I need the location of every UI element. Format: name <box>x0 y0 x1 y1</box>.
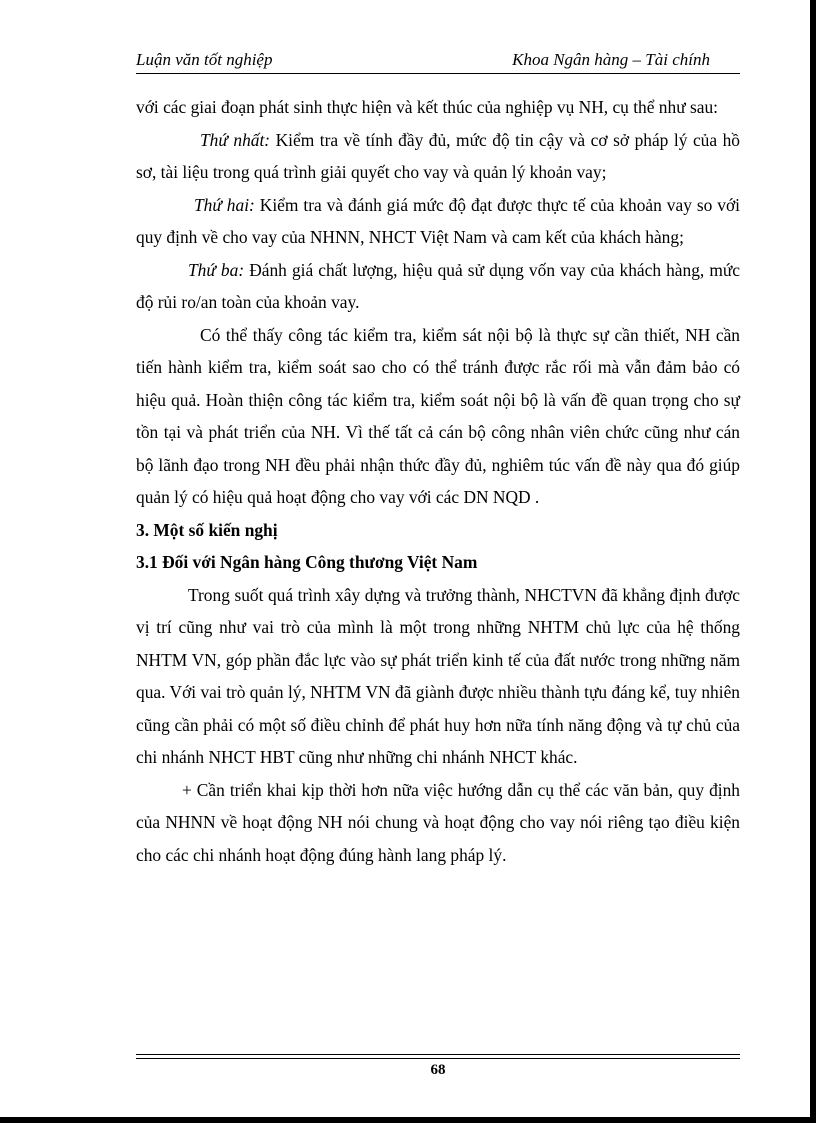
page-header <box>136 48 740 74</box>
header-rule <box>136 73 740 74</box>
paragraph-third-item <box>136 254 740 319</box>
page-number: 68 <box>430 1062 446 1078</box>
item-text-first: Kiểm tra về tính đầy đủ, mức độ tin cậy và cơ sở pháp lý của hồ sơ, tài liệu trong quá trình giải quyết cho vay và quản lý khoản vay; <box>136 129 740 182</box>
paragraph-recommendation: + Cần triển khai kịp thời hơn nữa việc hướng dẫn cụ thể các văn bản, quy định của NHNN về hoạt động NH nói chung và hoạt động cho vay nói riêng tạo điều kiện cho các chi nhánh hoạt động đúng hành lang pháp lý. <box>136 779 740 865</box>
paragraph-intro: với các giai đoạn phát sinh thực hiện và kết thúc của nghiệp vụ NH, cụ thể như sau: <box>136 97 718 117</box>
paragraph-nhctvn: Trong suốt quá trình xây dựng và trưởng thành, NHCTVN đã khẳng định được vị trí cũng như vai trò của mình là một trong những NHTM chủ lực của hệ thống NHTM VN, góp phần đắc lực vào sự phát triển kinh tế của đất nước trong những năm qua. Với vai trò quản lý, NHTM VN đã giành được nhiều thành tựu đáng kể, tuy nhiên cũng cần phải có một số điều chỉnh để phát huy hơn nữa tính năng động và tự chủ của chi nhánh NHCT HBT cũng như những chi nhánh NHCT khác. <box>136 584 740 767</box>
item-text-second: Kiểm tra và đánh giá mức độ đạt được thực tế của khoản vay so với quy định về cho vay của NHNN, NHCT Việt Nam và cam kết của khách hàng; <box>136 194 741 247</box>
subsection-heading: 3.1 Đối với Ngân hàng Công thương Việt Nam <box>136 552 478 572</box>
paragraph-first-item <box>136 124 740 189</box>
header-thesis-label: Luận văn tốt nghiệp <box>136 50 273 69</box>
footer-rule-bottom <box>136 1058 740 1059</box>
document-body <box>136 91 740 871</box>
item-text-third: Đánh giá chất lượng, hiệu quả sử dụng vốn vay của khách hàng, mức độ rủi ro/an toàn của khoản vay. <box>136 259 741 312</box>
item-label-second: Thứ hai: <box>194 194 255 215</box>
header-faculty-label: Khoa Ngân hàng – Tài chính <box>512 50 710 69</box>
paragraph-internal-control: Có thể thấy công tác kiểm tra, kiểm sát nội bộ là thực sự cần thiết, NH cần tiến hành kiểm tra, kiểm soát sao cho có thể tránh được rắc rối mà vẫn đảm bảo có hiệu quả. Hoàn thiện công tác kiểm tra, kiểm soát nội bộ là vấn đề quan trọng cho sự tồn tại và phát triển của NH. Vì thế tất cả cán bộ công nhân viên chức cũng như cán bộ lãnh đạo trong NH đều phải nhận thức đầy đủ, nghiêm túc vấn đề này qua đó giúp quản lý có hiệu quả hoạt động cho vay với các DN NQD . <box>136 324 740 507</box>
paragraph-second-item <box>136 189 740 254</box>
item-label-first: Thứ nhất: <box>200 129 271 150</box>
section-heading: 3. Một số kiến nghị <box>136 519 278 540</box>
item-label-third: Thứ ba: <box>188 259 245 280</box>
footer-rule-top <box>136 1054 740 1055</box>
